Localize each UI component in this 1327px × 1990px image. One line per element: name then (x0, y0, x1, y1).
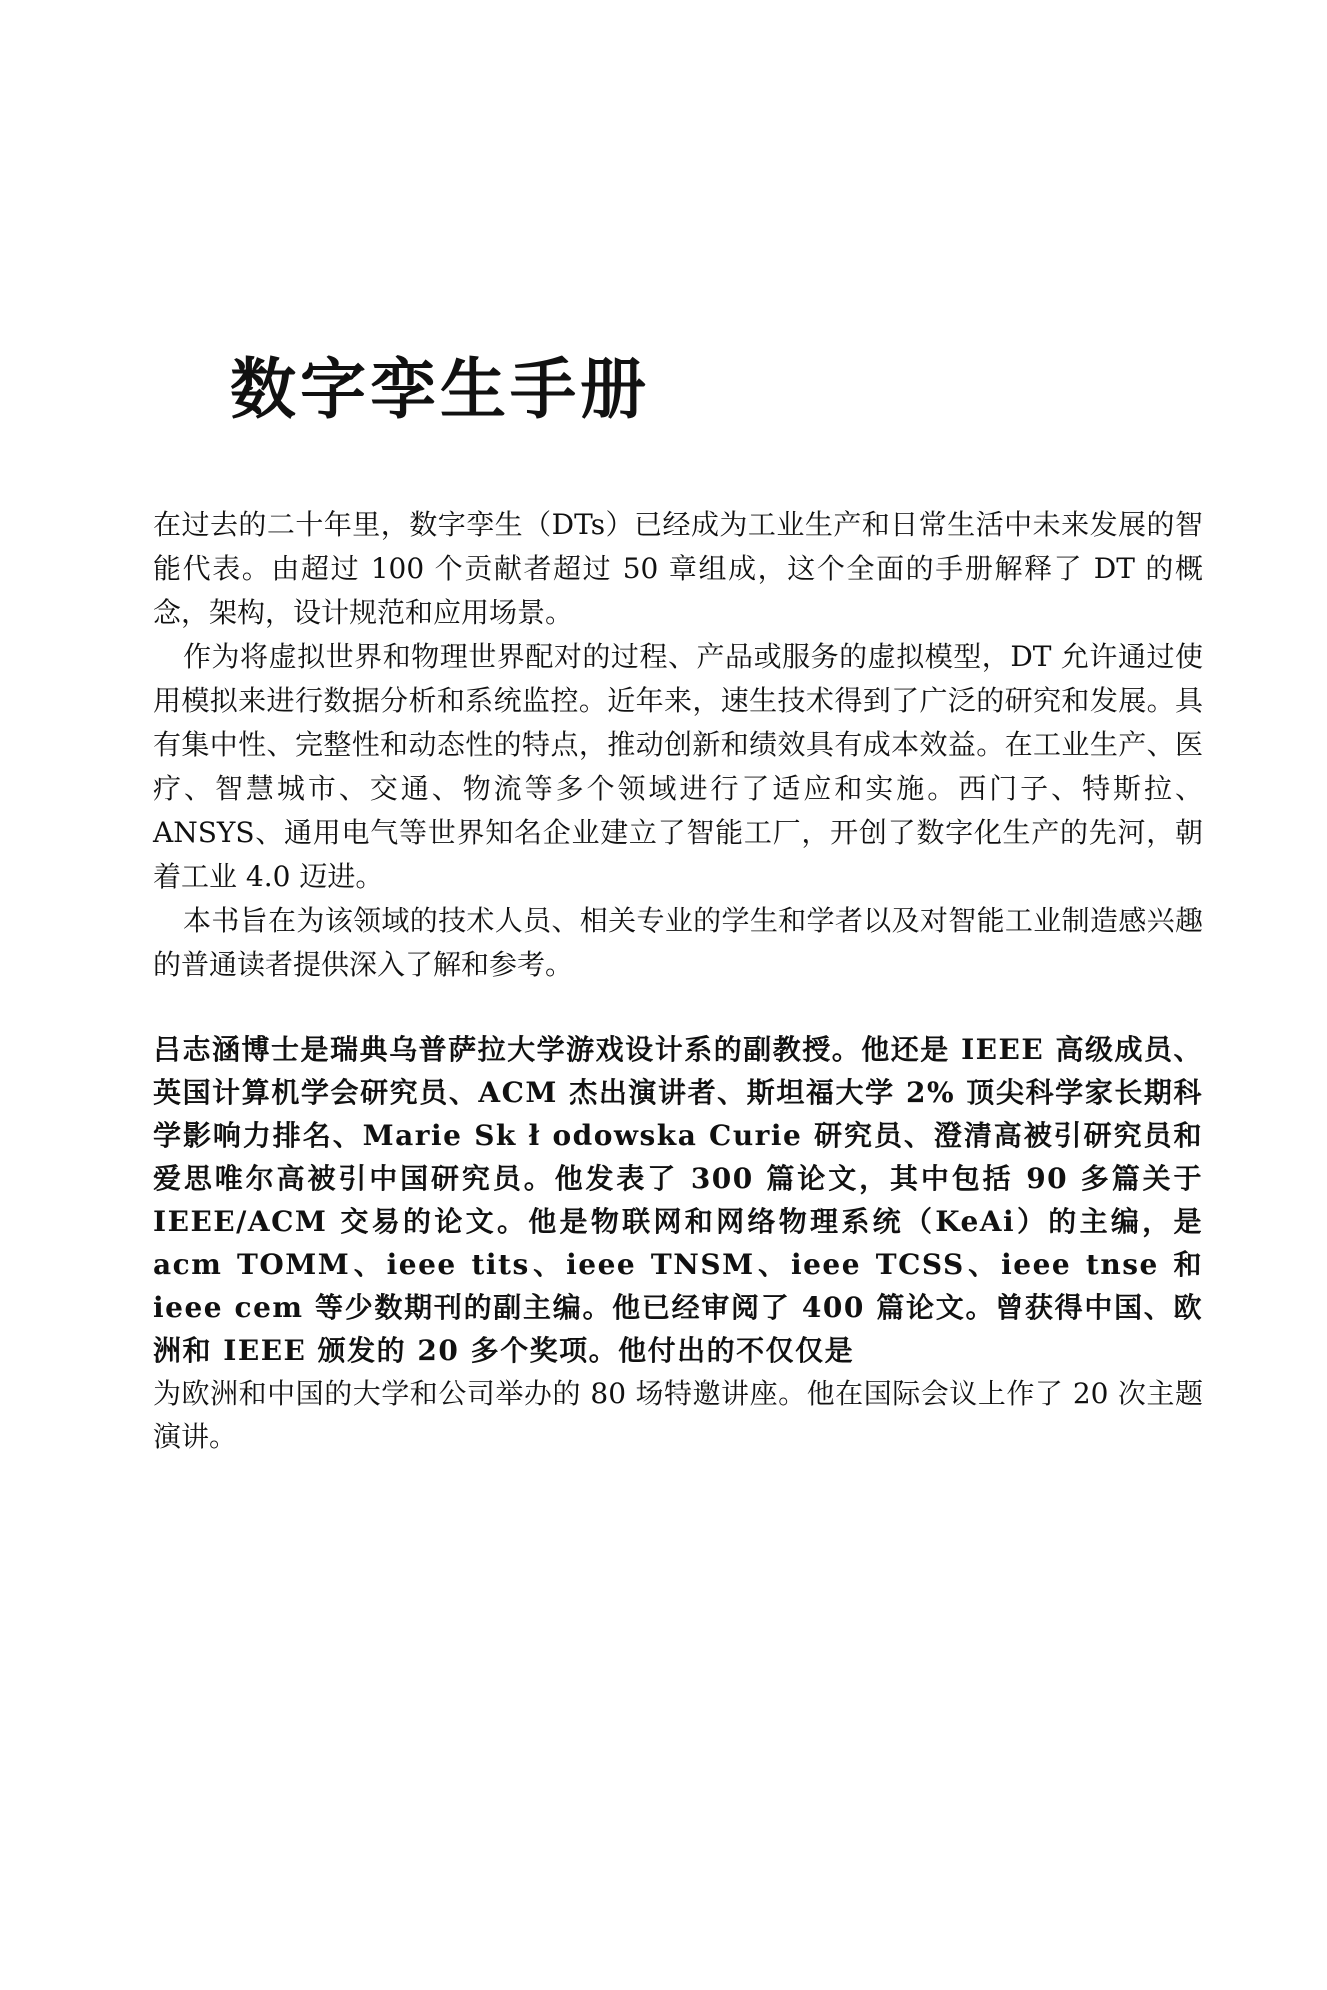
description-paragraph-1: 在过去的二十年里，数字孪生（DTs）已经成为工业生产和日常生活中未来发展的智能代表。由超过 100 个贡献者超过 50 章组成，这个全面的手册解释了 DT 的概念，架构，设计规范和应用场景。 (153, 508, 1203, 629)
description-paragraph-3: 本书旨在为该领域的技术人员、相关专业的学生和学者以及对智能工业制造感兴趣的普通读者提供深入了解和参考。 (153, 904, 1203, 981)
book-description (153, 503, 1203, 987)
description-paragraph-2: 作为将虚拟世界和物理世界配对的过程、产品或服务的虚拟模型，DT 允许通过使用模拟来进行数据分析和系统监控。近年来，速生技术得到了广泛的研究和发展。具有集中性、完整性和动态性的特点，推动创新和绩效具有成本效益。在工业生产、医疗、智慧城市、交通、物流等多个领域进行了适应和实施。西门子、特斯拉、ANSYS、通用电气等世界知名企业建立了智能工厂，开创了数字化生产的先河，朝着工业 4.0 迈进。 (153, 640, 1203, 893)
author-bio-tail: 为欧洲和中国的大学和公司举办的 80 场特邀讲座。他在国际会议上作了 20 次主题演讲。 (153, 1377, 1203, 1453)
author-bio (153, 1028, 1203, 1458)
author-bio-main: 吕志涵博士是瑞典乌普萨拉大学游戏设计系的副教授。他还是 IEEE 高级成员、英国计算机学会研究员、ACM 杰出演讲者、斯坦福大学 2% 顶尖科学家长期科学影响力排名、Marie Sk ł odowska Curie 研究员、澄清高被引研究员和爱思唯尔高被引中国研究员。他发表了 300 篇论文，其中包括 90 多篇关于 IEEE/ACM 交易的论文。他是物联网和网络物理系统（KeAi）的主编，是 acm TOMM、ieee tits、ieee TNSM、ieee TCSS、ieee tnse 和 ieee cem 等少数期刊的副主编。他已经审阅了 400 篇论文。曾获得中国、欧洲和 IEEE 颁发的 20 多个奖项。他付出的不仅仅是 (153, 1033, 1203, 1367)
book-title: 数字孪生手册 (230, 351, 650, 428)
